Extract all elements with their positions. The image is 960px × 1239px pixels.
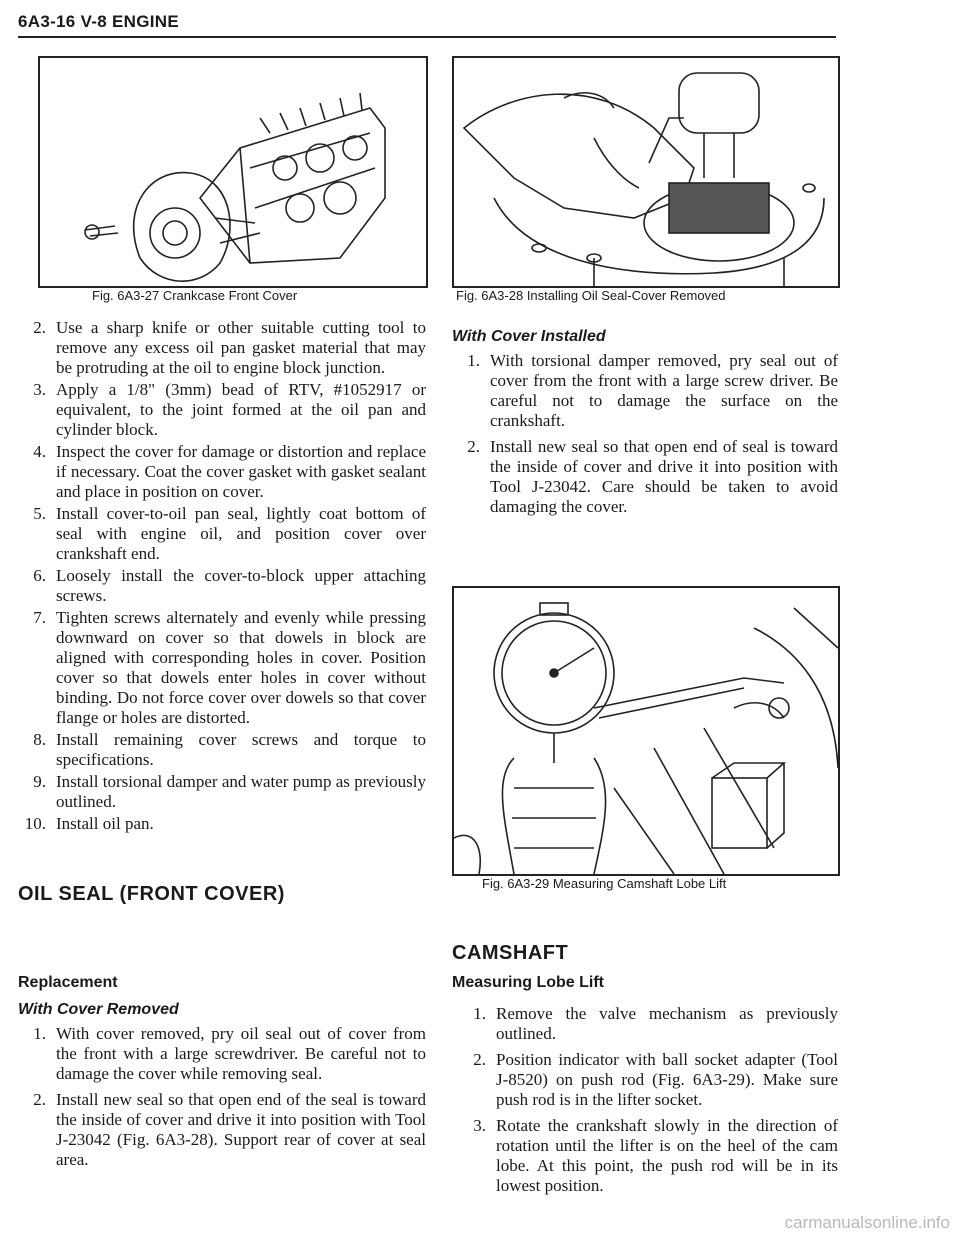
subheading-measuring-lobe-lift: Measuring Lobe Lift — [452, 974, 604, 991]
page-header: 6A3-16 V-8 ENGINE — [18, 12, 179, 31]
list-item — [18, 318, 426, 378]
step-number: 1. — [467, 351, 480, 370]
figure-crankcase-front-cover — [38, 56, 428, 288]
step-text: Install cover-to-oil pan seal, lightly coat bottom of seal with engine oil, and position cover over crankshaft end. — [56, 504, 426, 563]
section-heading-camshaft: CAMSHAFT — [452, 942, 569, 964]
step-text: Use a sharp knife or other suitable cutting tool to remove any excess oil pan gasket material that may be protruding at the oil to engine block junction. — [56, 318, 426, 377]
step-text: Remove the valve mechanism as previously outlined. — [496, 1004, 838, 1043]
watermark: carmanualsonline.info — [784, 1213, 950, 1232]
step-number: 4. — [33, 442, 46, 461]
step-number: 2. — [33, 318, 46, 337]
figure-installing-oil-seal — [452, 56, 840, 288]
subheading-with-cover-removed: With Cover Removed — [18, 1001, 179, 1018]
step-text: With cover removed, pry oil seal out of cover from the front with a large screwdriver. Be careful not to damage the cover while removing seal. — [56, 1024, 426, 1083]
lobe-lift-steps — [452, 1004, 838, 1198]
step-text: Position indicator with ball socket adapter (Tool J-8520) on push rod (Fig. 6A3-29). Make sure push rod is in the lifter socket. — [496, 1050, 838, 1109]
step-number: 8. — [33, 730, 46, 749]
list-item — [452, 1004, 838, 1044]
list-item — [18, 814, 426, 834]
step-number: 1. — [33, 1024, 46, 1043]
figure-caption-29: Fig. 6A3-29 Measuring Camshaft Lobe Lift — [482, 876, 727, 891]
figure-caption-28: Fig. 6A3-28 Installing Oil Seal-Cover Removed — [456, 288, 726, 303]
step-number: 2. — [473, 1050, 486, 1069]
subheading-with-cover-installed: With Cover Installed — [452, 328, 606, 345]
list-item — [452, 351, 838, 431]
step-text: Loosely install the cover-to-block upper attaching screws. — [56, 566, 426, 605]
list-item — [18, 504, 426, 564]
cover-removed-steps — [18, 1024, 426, 1172]
step-number: 9. — [33, 772, 46, 791]
subheading-replacement: Replacement — [18, 974, 118, 991]
list-item — [18, 730, 426, 770]
step-text: Install new seal so that open end of the seal is toward the inside of cover and drive it into position with Tool J-23042 (Fig. 6A3-28). Support rear of cover at seal area. — [56, 1090, 426, 1169]
figure-caption-27: Fig. 6A3-27 Crankcase Front Cover — [92, 288, 298, 303]
step-number: 7. — [33, 608, 46, 627]
step-text: Apply a 1/8" (3mm) bead of RTV, #1052917 or equivalent, to the joint formed at the oil pan and cylinder block. — [56, 380, 426, 439]
step-text: Install new seal so that open end of seal is toward the inside of cover and drive it into position with Tool J-23042. Care should be taken to avoid damaging the cover. — [490, 437, 838, 516]
step-text: Install torsional damper and water pump as previously outlined. — [56, 772, 426, 811]
header-rule — [18, 36, 836, 38]
step-number: 5. — [33, 504, 46, 523]
list-item — [18, 566, 426, 606]
step-text: Rotate the crankshaft slowly in the direction of rotation until the lifter is on the heel of the cam lobe. At this point, the push rod will be in its lowest position. — [496, 1116, 838, 1195]
step-number: 1. — [473, 1004, 486, 1023]
step-number: 3. — [473, 1116, 486, 1135]
section-heading-oil-seal: OIL SEAL (FRONT COVER) — [18, 883, 285, 905]
list-item — [18, 442, 426, 502]
step-text: Install remaining cover screws and torque to specifications. — [56, 730, 426, 769]
cover-installed-steps — [452, 351, 838, 519]
dial-indicator-illustration — [454, 588, 838, 874]
step-number: 2. — [467, 437, 480, 456]
step-number: 3. — [33, 380, 46, 399]
list-item — [18, 1090, 426, 1170]
engine-block-illustration — [40, 58, 426, 286]
list-item — [18, 772, 426, 812]
step-number: 10. — [24, 814, 46, 833]
list-item — [452, 1050, 838, 1110]
list-item — [452, 437, 838, 517]
seal-installation-illustration — [454, 58, 838, 286]
step-text: With torsional damper removed, pry seal out of cover from the front with a large screw driver. Be careful not to damage the surface on the crankshaft. — [490, 351, 838, 430]
figure-measuring-lobe-lift — [452, 586, 840, 876]
front-cover-install-steps — [18, 318, 426, 836]
step-text: Install oil pan. — [56, 814, 154, 833]
list-item — [452, 1116, 838, 1196]
list-item — [18, 608, 426, 728]
step-number: 6. — [33, 566, 46, 585]
list-item — [18, 1024, 426, 1084]
step-text: Inspect the cover for damage or distortion and replace if necessary. Coat the cover gasket with gasket sealant and place in position on cover. — [56, 442, 426, 501]
step-number: 2. — [33, 1090, 46, 1109]
step-text: Tighten screws alternately and evenly while pressing downward on cover so that dowels in block are aligned with corresponding holes in cover. Position cover so that dowels enter holes in cover without binding. Do not force cover over dowels so that cover flange or holes are distorted. — [56, 608, 426, 727]
list-item — [18, 380, 426, 440]
